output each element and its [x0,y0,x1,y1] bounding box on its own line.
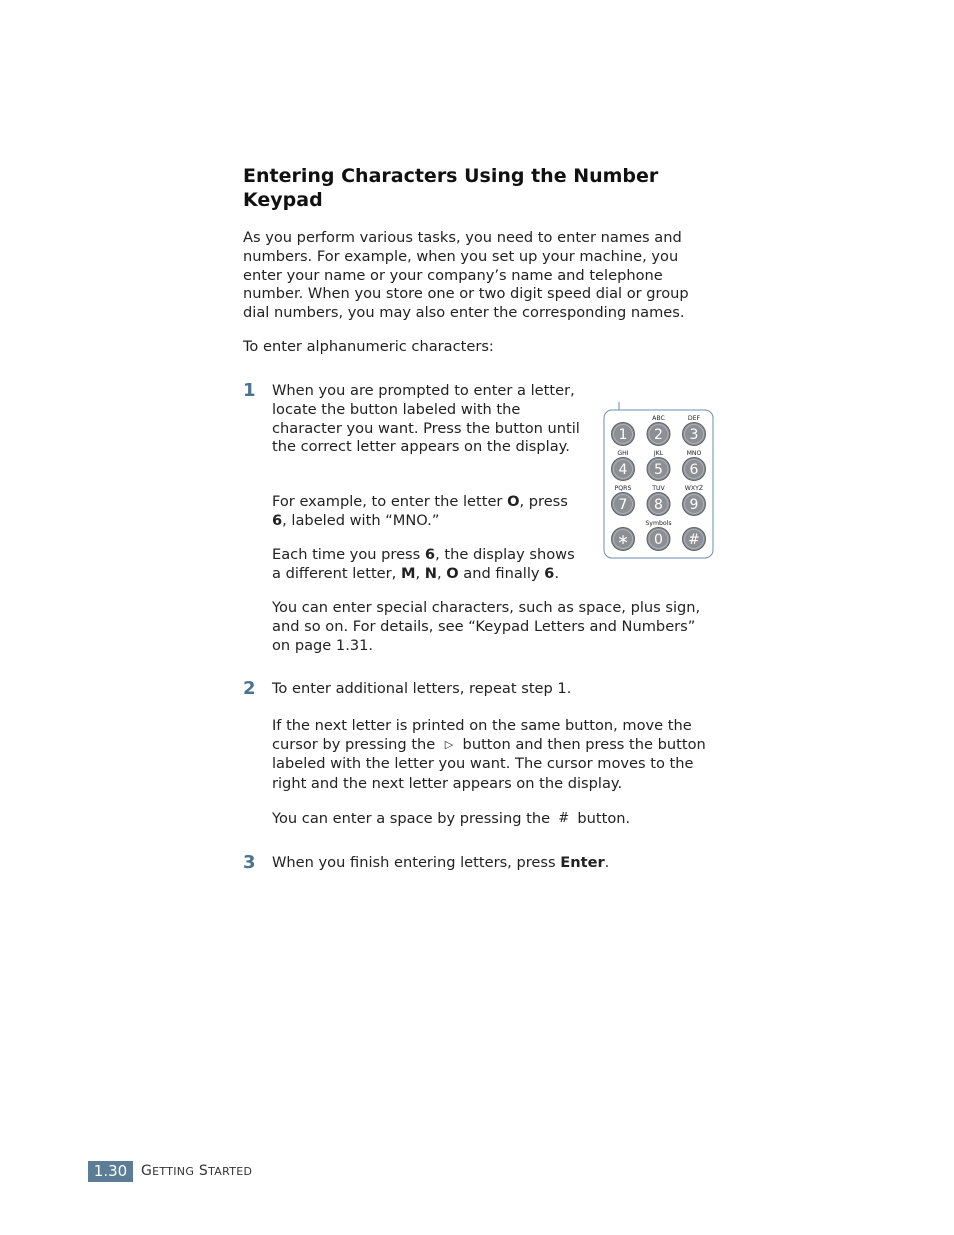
step-1-special: You can enter special characters, such as space, plus sign, and so on. For details, see “Keypad Letters and Numbers” on page 1.31. [272,599,701,654]
keypad-key-letters: WXYZ [684,485,704,492]
step-3-text: When you finish entering letters, press Enter. [272,854,610,871]
step-2-space: You can enter a space by pressing the # button. [272,810,631,827]
page-number: 1.30 [88,1161,133,1182]
keypad-key-digit: 2 [654,427,663,443]
keypad-key-digit: 8 [654,497,663,513]
keypad-key-digit: 1 [618,427,628,443]
keypad-key-letters: GHI [617,450,629,457]
step-1-text: When you are prompted to enter a letter, locate the button labeled with the character you want. Press the button until the correct letter appears on the display. [272,382,580,456]
step-number: 3 [243,852,256,873]
hash-icon: # [558,811,570,826]
intro-paragraph: As you perform various tasks, you need to enter names and numbers. For example, when you set up your machine, you enter your name or your company’s name and telephone number. When you store one or two digit speed dial or group dial numbers, you may also enter the corresponding names. [243,229,689,322]
keypad-illustration [602,402,716,560]
step-number: 1 [243,380,256,401]
keypad-key-digit: 3 [689,427,699,443]
lead-paragraph: To enter alphanumeric characters: [243,338,494,355]
keypad-key-letters: DEF [687,415,701,422]
step-2-text: To enter additional letters, repeat step 1. [272,680,572,697]
step-1-example: For example, to enter the letter O, press 6, labeled with “MNO.” [272,493,568,529]
step-1-cycle: Each time you press 6, the display shows a different letter, M, N, O and finally 6. [272,546,575,582]
keypad-key-letters: JKL [653,450,664,457]
keypad-key-letters: Symbols [645,520,672,527]
page-title: Entering Characters Using the Number Keypad [243,165,659,211]
section-name: GETTING STARTED [141,1163,253,1179]
keypad-key-digit: 4 [618,462,628,478]
keypad-key-letters: PQRS [614,485,632,492]
keypad-key-digit: 0 [654,532,663,548]
keypad-key-digit: 7 [618,497,628,513]
keypad-key-letters: MNO [686,450,702,457]
keypad-key-digit: 5 [654,462,663,478]
step-number: 2 [243,678,256,699]
keypad-key-digit: 9 [689,497,699,513]
keypad-key-digit: # [688,532,700,548]
keypad-key-letters: TUV [652,485,665,492]
right-arrow-icon: ▷ [444,738,454,752]
keypad-key-letters: ABC [652,415,665,422]
keypad-key-digit: ∗ [617,532,629,548]
step-2-cursor: If the next letter is printed on the same button, move the cursor by pressing the ▷ button and then press the button labeled with the letter you want. The cursor moves to the right and the next letter appears on the display. [272,717,706,792]
keypad-key-digit: 6 [689,462,699,478]
